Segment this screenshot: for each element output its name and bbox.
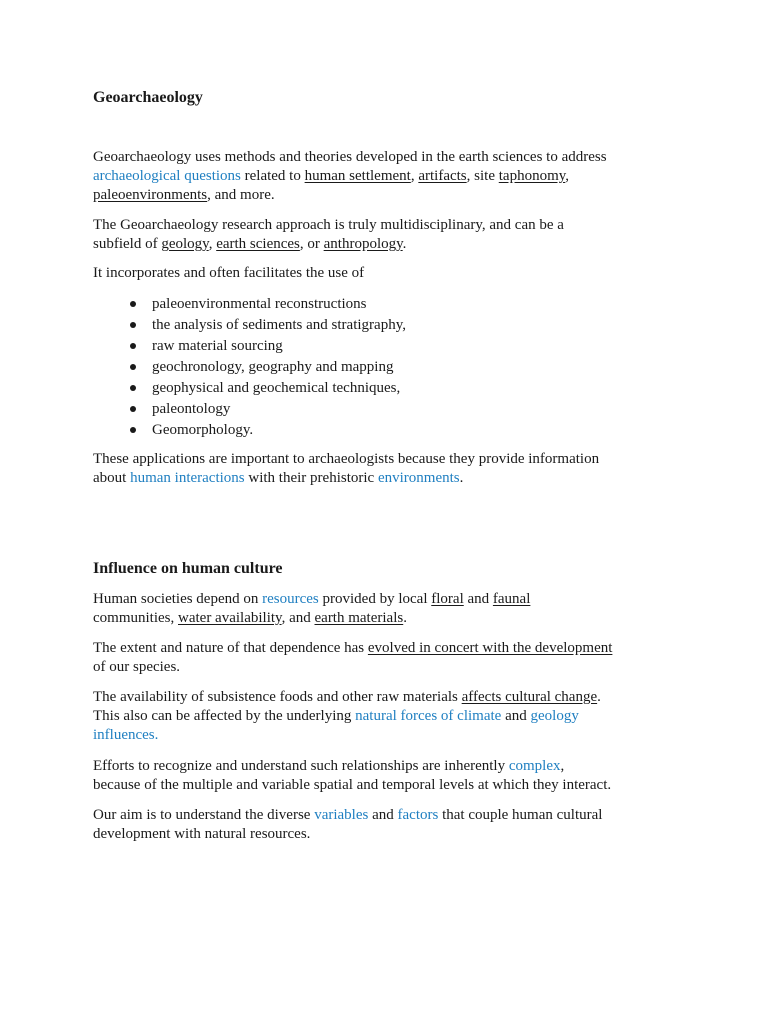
link-geology-influences[interactable]: geology — [530, 708, 579, 724]
paragraph-efforts: Efforts to recognize and understand such relationships are inherently complex, because of the multiple and variable spatial and temporal levels at which they interact. — [93, 758, 612, 793]
bullet-icon — [130, 343, 136, 349]
bullet-icon — [130, 427, 136, 433]
link-paleoenvironments[interactable]: paleoenvironments — [93, 187, 208, 203]
link-evolved-in-concert[interactable]: evolved in concert with the development — [367, 640, 613, 656]
link-earth-sciences[interactable]: earth sciences — [216, 236, 300, 252]
list-item: paleoenvironmental reconstructions — [93, 295, 406, 316]
paragraph-approach: The Geoarchaeology research approach is truly multidisciplinary, and can be a subfield of geology, earth sciences, or anthropology. — [93, 217, 564, 252]
link-affects-cultural-change[interactable]: affects cultural change — [461, 689, 598, 705]
bullet-icon — [130, 406, 136, 412]
bullet-icon — [130, 364, 136, 370]
techniques-list — [93, 295, 406, 442]
paragraph-aim: Our aim is to understand the diverse variables and factors that couple human cultural development with natural resources. — [93, 807, 603, 842]
link-floral[interactable]: floral — [431, 591, 464, 607]
list-item: raw material sourcing — [93, 337, 406, 358]
paragraph-applications: These applications are important to archaeologists because they provide information about human interactions with their prehistoric environments. — [93, 451, 600, 486]
link-environments[interactable]: environments — [377, 470, 460, 486]
page-title: Geoarchaeology — [93, 89, 203, 106]
paragraph-dependence: The extent and nature of that dependence has evolved in concert with the development of our species. — [93, 640, 613, 675]
bullet-icon — [130, 385, 136, 391]
link-faunal[interactable]: faunal — [492, 591, 531, 607]
paragraph-intro: Geoarchaeology uses methods and theories developed in the earth sciences to address archaeological questions related to human settlement, artifacts, site taphonomy, paleoenvironments, and more. — [93, 149, 607, 203]
link-artifacts[interactable]: artifacts — [418, 168, 467, 184]
bullet-icon — [130, 322, 136, 328]
link-human-interactions[interactable]: human interactions — [130, 470, 245, 486]
link-geology-influences-cont[interactable]: influences. — [93, 727, 159, 743]
paragraph-availability: The availability of subsistence foods and other raw materials affects cultural change. This also can be affected by the underlying natural forces of climate and geology influences. — [93, 689, 601, 743]
link-factors[interactable]: factors — [397, 807, 439, 823]
link-taphonomy[interactable]: taphonomy — [498, 168, 566, 184]
link-resources[interactable]: resources — [262, 591, 319, 607]
list-item: Geomorphology. — [93, 421, 406, 442]
link-anthropology[interactable]: anthropology — [323, 236, 403, 252]
list-item: paleontology — [93, 400, 406, 421]
list-item: geochronology, geography and mapping — [93, 358, 406, 379]
link-water-availability[interactable]: water availability — [178, 610, 282, 626]
section-heading-influence: Influence on human culture — [93, 560, 283, 577]
bullet-icon — [130, 301, 136, 307]
link-human-settlement[interactable]: human settlement — [304, 168, 411, 184]
list-item: geophysical and geochemical techniques, — [93, 379, 406, 400]
paragraph-societies: Human societies depend on resources provided by local floral and faunal communities, water availability, and earth materials. — [93, 591, 531, 626]
link-geology[interactable]: geology — [161, 236, 209, 252]
paragraph-incorporates: It incorporates and often facilitates the use of — [93, 265, 365, 281]
link-natural-forces-of-climate[interactable]: natural forces of climate — [355, 708, 502, 724]
link-archaeological-questions[interactable]: archaeological questions — [93, 168, 241, 184]
list-item: the analysis of sediments and stratigraphy, — [93, 316, 406, 337]
link-variables[interactable]: variables — [314, 807, 369, 823]
link-complex[interactable]: complex — [508, 758, 561, 774]
link-earth-materials[interactable]: earth materials — [314, 610, 404, 626]
